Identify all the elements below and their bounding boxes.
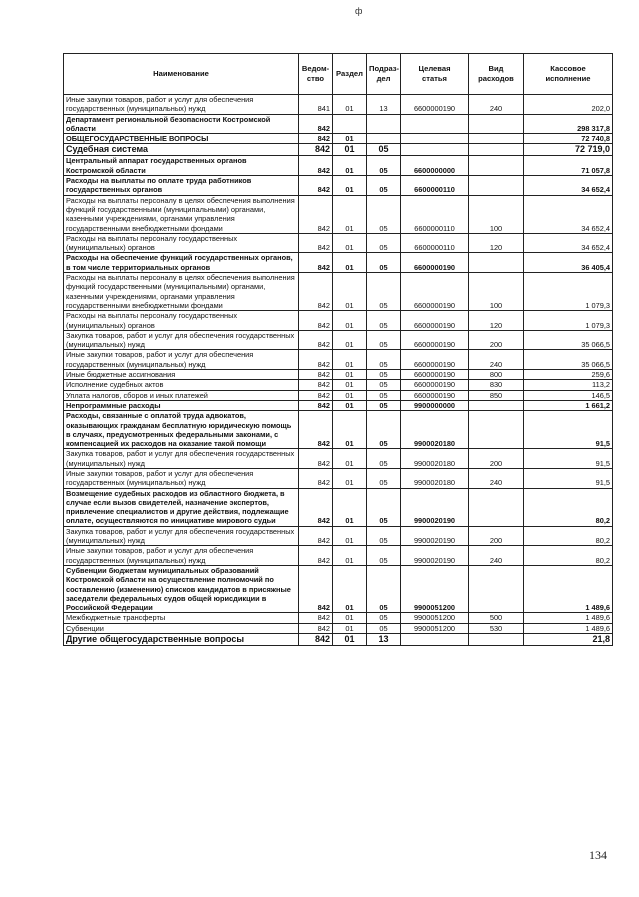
cell-name: Расходы на обеспечение функций государственных органов, в том числе территориальных органов bbox=[64, 253, 299, 273]
cell-sum: 36 405,4 bbox=[524, 253, 613, 273]
cell-ved: 842 bbox=[299, 114, 333, 134]
cell-vr: 100 bbox=[469, 273, 524, 311]
cell-ved: 842 bbox=[299, 565, 333, 612]
table-row bbox=[64, 134, 613, 144]
cell-vr: 120 bbox=[469, 233, 524, 253]
cell-pr: 05 bbox=[367, 233, 401, 253]
cell-csr: 6600000000 bbox=[401, 156, 469, 176]
cell-pr bbox=[367, 114, 401, 134]
cell-sum: 1 489,6 bbox=[524, 613, 613, 623]
header-row bbox=[64, 54, 613, 95]
cell-rz: 01 bbox=[333, 400, 367, 410]
cell-ved: 842 bbox=[299, 526, 333, 546]
cell-pr: 05 bbox=[367, 144, 401, 156]
cell-pr: 05 bbox=[367, 350, 401, 370]
cell-vr: 200 bbox=[469, 449, 524, 469]
cell-sum: 80,2 bbox=[524, 546, 613, 566]
cell-csr: 6600000190 bbox=[401, 273, 469, 311]
cell-pr: 05 bbox=[367, 400, 401, 410]
cell-pr: 05 bbox=[367, 449, 401, 469]
cell-sum: 1 661,2 bbox=[524, 400, 613, 410]
header-kassa: Кассовое исполнение bbox=[524, 54, 613, 95]
cell-csr: 9900020190 bbox=[401, 546, 469, 566]
table-row bbox=[64, 380, 613, 390]
cell-rz bbox=[333, 114, 367, 134]
cell-name: Иные закупки товаров, работ и услуг для обеспечения государственных (муниципальных) нужд bbox=[64, 546, 299, 566]
cell-vr bbox=[469, 144, 524, 156]
cell-pr: 05 bbox=[367, 253, 401, 273]
cell-rz: 01 bbox=[333, 565, 367, 612]
cell-vr bbox=[469, 565, 524, 612]
cell-name: Закупка товаров, работ и услуг для обеспечения государственных (муниципальных) нужд bbox=[64, 526, 299, 546]
cell-ved: 842 bbox=[299, 176, 333, 196]
cell-rz: 01 bbox=[333, 390, 367, 400]
cell-vr: 530 bbox=[469, 623, 524, 633]
cell-csr: 6600000190 bbox=[401, 95, 469, 115]
cell-csr bbox=[401, 144, 469, 156]
cell-csr: 9900000000 bbox=[401, 400, 469, 410]
cell-name: Субвенции bbox=[64, 623, 299, 633]
cell-pr: 05 bbox=[367, 273, 401, 311]
cell-vr: 200 bbox=[469, 526, 524, 546]
cell-rz: 01 bbox=[333, 273, 367, 311]
cell-name: Департамент региональной безопасности Костромской области bbox=[64, 114, 299, 134]
cell-vr: 120 bbox=[469, 311, 524, 331]
cell-rz: 01 bbox=[333, 144, 367, 156]
cell-vr: 240 bbox=[469, 546, 524, 566]
cell-ved: 842 bbox=[299, 411, 333, 449]
cell-sum: 71 057,8 bbox=[524, 156, 613, 176]
cell-ved: 841 bbox=[299, 95, 333, 115]
budget-table bbox=[63, 53, 613, 646]
cell-rz: 01 bbox=[333, 546, 367, 566]
cell-ved: 842 bbox=[299, 311, 333, 331]
cell-csr: 9900020190 bbox=[401, 488, 469, 526]
cell-vr bbox=[469, 411, 524, 449]
table-row bbox=[64, 623, 613, 633]
cell-vr: 500 bbox=[469, 613, 524, 623]
table-row bbox=[64, 546, 613, 566]
cell-csr: 6600000190 bbox=[401, 370, 469, 380]
cell-rz: 01 bbox=[333, 370, 367, 380]
cell-pr: 05 bbox=[367, 623, 401, 633]
cell-rz: 01 bbox=[333, 156, 367, 176]
table-row bbox=[64, 613, 613, 623]
cell-pr: 05 bbox=[367, 390, 401, 400]
cell-pr: 05 bbox=[367, 546, 401, 566]
cell-vr: 800 bbox=[469, 370, 524, 380]
cell-vr bbox=[469, 114, 524, 134]
cell-vr: 830 bbox=[469, 380, 524, 390]
page-number: 134 bbox=[589, 848, 607, 862]
header-vr: Вид расходов bbox=[469, 54, 524, 95]
cell-name: Закупка товаров, работ и услуг для обеспечения государственных (муниципальных) нужд bbox=[64, 330, 299, 350]
header-name: Наименование bbox=[64, 54, 299, 95]
cell-sum: 34 652,4 bbox=[524, 233, 613, 253]
cell-ved: 842 bbox=[299, 390, 333, 400]
cell-sum: 80,2 bbox=[524, 488, 613, 526]
table-row bbox=[64, 253, 613, 273]
cell-ved: 842 bbox=[299, 623, 333, 633]
cell-vr bbox=[469, 134, 524, 144]
table-row bbox=[64, 634, 613, 646]
cell-sum: 34 652,4 bbox=[524, 195, 613, 233]
cell-ved: 842 bbox=[299, 546, 333, 566]
cell-csr: 6600000190 bbox=[401, 253, 469, 273]
cell-rz: 01 bbox=[333, 449, 367, 469]
cell-sum: 35 066,5 bbox=[524, 330, 613, 350]
cell-sum: 34 652,4 bbox=[524, 176, 613, 196]
cell-ved: 842 bbox=[299, 134, 333, 144]
cell-csr: 6600000110 bbox=[401, 195, 469, 233]
cell-ved: 842 bbox=[299, 634, 333, 646]
cell-csr: 9900051200 bbox=[401, 565, 469, 612]
header-ved: Ведом- ство bbox=[299, 54, 333, 95]
cell-rz: 01 bbox=[333, 380, 367, 390]
cell-sum: 21,8 bbox=[524, 634, 613, 646]
cell-rz: 01 bbox=[333, 176, 367, 196]
table-row bbox=[64, 311, 613, 331]
cell-ved: 842 bbox=[299, 370, 333, 380]
cell-rz: 01 bbox=[333, 350, 367, 370]
cell-sum: 298 317,8 bbox=[524, 114, 613, 134]
cell-csr: 6600000190 bbox=[401, 350, 469, 370]
cell-pr: 05 bbox=[367, 468, 401, 488]
cell-rz: 01 bbox=[333, 233, 367, 253]
cell-pr: 05 bbox=[367, 195, 401, 233]
cell-rz: 01 bbox=[333, 411, 367, 449]
cell-rz: 01 bbox=[333, 623, 367, 633]
table-row bbox=[64, 370, 613, 380]
cell-name: Субвенции бюджетам муниципальных образований Костромской области на осуществление полномочий по составлению (изменению) списков кандидатов в присяжные заседатели федеральных судов общей юрисдикции в Российской Федерации bbox=[64, 565, 299, 612]
cell-csr: 9900020180 bbox=[401, 411, 469, 449]
cell-vr bbox=[469, 634, 524, 646]
table-row bbox=[64, 233, 613, 253]
cell-rz: 01 bbox=[333, 488, 367, 526]
cell-vr bbox=[469, 488, 524, 526]
table-row bbox=[64, 350, 613, 370]
cell-name: ОБЩЕГОСУДАРСТВЕННЫЕ ВОПРОСЫ bbox=[64, 134, 299, 144]
cell-name: Исполнение судебных актов bbox=[64, 380, 299, 390]
table-row bbox=[64, 488, 613, 526]
cell-pr: 05 bbox=[367, 565, 401, 612]
table-row bbox=[64, 330, 613, 350]
cell-vr: 240 bbox=[469, 468, 524, 488]
cell-vr bbox=[469, 156, 524, 176]
cell-ved: 842 bbox=[299, 613, 333, 623]
cell-name: Расходы на выплаты по оплате труда работников государственных органов bbox=[64, 176, 299, 196]
cell-name: Иные закупки товаров, работ и услуг для обеспечения государственных (муниципальных) нужд bbox=[64, 350, 299, 370]
cell-ved: 842 bbox=[299, 273, 333, 311]
cell-sum: 1 079,3 bbox=[524, 311, 613, 331]
cell-ved: 842 bbox=[299, 468, 333, 488]
cell-vr: 200 bbox=[469, 330, 524, 350]
table-row bbox=[64, 526, 613, 546]
cell-pr: 05 bbox=[367, 330, 401, 350]
cell-sum: 72 740,8 bbox=[524, 134, 613, 144]
cell-name: Расходы на выплаты персоналу в целях обеспечения выполнения функций государственными (муниципальными) органами, казенными учреждениями, органами управления государственными внебюджетными фондами bbox=[64, 195, 299, 233]
cell-vr bbox=[469, 176, 524, 196]
cell-pr: 05 bbox=[367, 156, 401, 176]
cell-name: Расходы на выплаты персоналу государственных (муниципальных) органов bbox=[64, 233, 299, 253]
cell-name: Иные бюджетные ассигнования bbox=[64, 370, 299, 380]
cell-pr: 05 bbox=[367, 176, 401, 196]
cell-sum: 91,5 bbox=[524, 411, 613, 449]
cell-csr bbox=[401, 634, 469, 646]
cell-ved: 842 bbox=[299, 144, 333, 156]
cell-name: Расходы на выплаты персоналу государственных (муниципальных) органов bbox=[64, 311, 299, 331]
table-row bbox=[64, 144, 613, 156]
cell-sum: 72 719,0 bbox=[524, 144, 613, 156]
cell-csr: 6600000190 bbox=[401, 380, 469, 390]
cell-pr: 13 bbox=[367, 95, 401, 115]
cell-vr: 240 bbox=[469, 95, 524, 115]
cell-rz: 01 bbox=[333, 134, 367, 144]
cell-ved: 842 bbox=[299, 488, 333, 526]
cell-ved: 842 bbox=[299, 400, 333, 410]
cell-ved: 842 bbox=[299, 449, 333, 469]
cell-ved: 842 bbox=[299, 253, 333, 273]
cell-ved: 842 bbox=[299, 380, 333, 390]
cell-pr: 05 bbox=[367, 613, 401, 623]
cell-csr: 6600000110 bbox=[401, 176, 469, 196]
cell-name: Центральный аппарат государственных органов Костромской области bbox=[64, 156, 299, 176]
cell-rz: 01 bbox=[333, 634, 367, 646]
header-csr: Целевая статья bbox=[401, 54, 469, 95]
header-podrazdel: Подраз- дел bbox=[367, 54, 401, 95]
cell-vr bbox=[469, 253, 524, 273]
cell-ved: 842 bbox=[299, 233, 333, 253]
header-razdel: Раздел bbox=[333, 54, 367, 95]
cell-sum: 146,5 bbox=[524, 390, 613, 400]
cell-vr bbox=[469, 400, 524, 410]
cell-name: Расходы, связанные с оплатой труда адвокатов, оказывающих гражданам бесплатную юридическую помощь в случаях, предусмотренных федеральными законами, с компенсацией их расходов на оказание такой помощи bbox=[64, 411, 299, 449]
cell-name: Судебная система bbox=[64, 144, 299, 156]
table-row bbox=[64, 411, 613, 449]
cell-name: Другие общегосударственные вопросы bbox=[64, 634, 299, 646]
cell-pr: 05 bbox=[367, 311, 401, 331]
cell-rz: 01 bbox=[333, 311, 367, 331]
table-row bbox=[64, 195, 613, 233]
cell-sum: 202,0 bbox=[524, 95, 613, 115]
table-row bbox=[64, 565, 613, 612]
cell-name: Иные закупки товаров, работ и услуг для обеспечения государственных (муниципальных) нужд bbox=[64, 95, 299, 115]
cell-ved: 842 bbox=[299, 195, 333, 233]
cell-rz: 01 bbox=[333, 253, 367, 273]
cell-pr: 05 bbox=[367, 526, 401, 546]
cell-vr: 850 bbox=[469, 390, 524, 400]
cell-name: Межбюджетные трансферты bbox=[64, 613, 299, 623]
table-row bbox=[64, 468, 613, 488]
cell-csr: 9900051200 bbox=[401, 623, 469, 633]
table-row bbox=[64, 114, 613, 134]
cell-csr: 9900051200 bbox=[401, 613, 469, 623]
cell-csr: 6600000190 bbox=[401, 330, 469, 350]
cell-name: Иные закупки товаров, работ и услуг для обеспечения государственных (муниципальных) нужд bbox=[64, 468, 299, 488]
cell-name: Расходы на выплаты персоналу в целях обеспечения выполнения функций государственными (муниципальными) органами, казенными учреждениями, органами управления государственными внебюджетными фондами bbox=[64, 273, 299, 311]
cell-csr bbox=[401, 134, 469, 144]
cell-pr: 05 bbox=[367, 411, 401, 449]
cell-ved: 842 bbox=[299, 330, 333, 350]
cell-pr: 05 bbox=[367, 488, 401, 526]
cell-rz: 01 bbox=[333, 526, 367, 546]
cell-csr: 9900020180 bbox=[401, 449, 469, 469]
cell-name: Непрограммные расходы bbox=[64, 400, 299, 410]
table-row bbox=[64, 400, 613, 410]
cell-csr: 6600000190 bbox=[401, 311, 469, 331]
cell-csr: 9900020180 bbox=[401, 468, 469, 488]
table-row bbox=[64, 176, 613, 196]
cell-vr: 240 bbox=[469, 350, 524, 370]
cell-vr: 100 bbox=[469, 195, 524, 233]
cell-csr: 9900020190 bbox=[401, 526, 469, 546]
table-row bbox=[64, 390, 613, 400]
cell-rz: 01 bbox=[333, 330, 367, 350]
table-row bbox=[64, 156, 613, 176]
top-mark: ф bbox=[355, 6, 363, 16]
cell-pr: 13 bbox=[367, 634, 401, 646]
cell-csr: 6600000190 bbox=[401, 390, 469, 400]
cell-pr: 05 bbox=[367, 380, 401, 390]
cell-ved: 842 bbox=[299, 350, 333, 370]
cell-sum: 113,2 bbox=[524, 380, 613, 390]
cell-sum: 91,5 bbox=[524, 449, 613, 469]
cell-pr bbox=[367, 134, 401, 144]
cell-ved: 842 bbox=[299, 156, 333, 176]
table-row bbox=[64, 449, 613, 469]
cell-rz: 01 bbox=[333, 613, 367, 623]
cell-sum: 1 489,6 bbox=[524, 565, 613, 612]
cell-sum: 91,5 bbox=[524, 468, 613, 488]
cell-sum: 35 066,5 bbox=[524, 350, 613, 370]
table-row bbox=[64, 273, 613, 311]
cell-rz: 01 bbox=[333, 95, 367, 115]
cell-csr bbox=[401, 114, 469, 134]
cell-sum: 259,6 bbox=[524, 370, 613, 380]
table-row bbox=[64, 95, 613, 115]
cell-pr: 05 bbox=[367, 370, 401, 380]
cell-name: Закупка товаров, работ и услуг для обеспечения государственных (муниципальных) нужд bbox=[64, 449, 299, 469]
cell-name: Уплата налогов, сборов и иных платежей bbox=[64, 390, 299, 400]
cell-rz: 01 bbox=[333, 468, 367, 488]
cell-sum: 1 079,3 bbox=[524, 273, 613, 311]
cell-rz: 01 bbox=[333, 195, 367, 233]
cell-sum: 1 489,6 bbox=[524, 623, 613, 633]
cell-csr: 6600000110 bbox=[401, 233, 469, 253]
cell-sum: 80,2 bbox=[524, 526, 613, 546]
cell-name: Возмещение судебных расходов из областного бюджета, в случае если вызов свидетелей, назначение экспертов, привлечение специалистов и другие действия, подлежащие оплате, осуществляются по инициативе мирового судьи bbox=[64, 488, 299, 526]
